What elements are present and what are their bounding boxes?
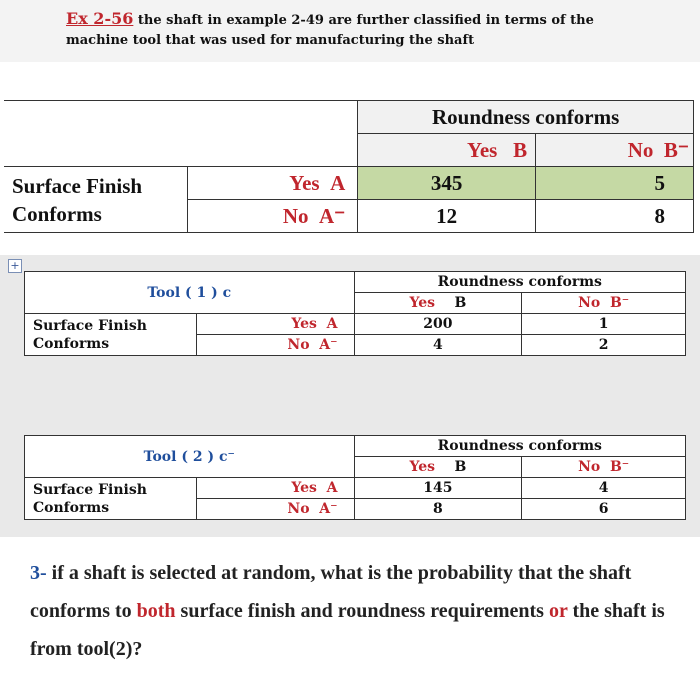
main-row-label: Surface Finish Conforms (4, 167, 188, 233)
main-col-yes: Yes B (358, 134, 536, 167)
main-cell-no-no: 8 (536, 200, 694, 233)
tool1-roundness-header: Roundness conforms (354, 272, 685, 293)
tool1-cell-yes-yes: 200 (354, 314, 522, 335)
tool2-label: Tool ( 2 ) c⁻ (25, 436, 355, 478)
tool2-row-yes: Yes A (196, 478, 354, 499)
tool2-cell-yes-yes: 145 (354, 478, 522, 499)
main-cell-yes-yes: 345 (358, 167, 536, 200)
tool2-roundness-header: Roundness conforms (354, 436, 685, 457)
tool1-row-yes: Yes A (196, 314, 354, 335)
main-roundness-header: Roundness conforms (358, 101, 694, 134)
tool1-cell-yes-no: 1 (522, 314, 686, 335)
question-both: both (136, 600, 176, 622)
tool2-row-label: Surface Finish Conforms (25, 478, 197, 520)
tool1-table (24, 271, 686, 356)
example-title-line1 (66, 9, 594, 28)
example-text-1: the shaft in example 2-49 are further classified in terms of the (137, 13, 594, 28)
plus-icon[interactable]: + (8, 259, 22, 273)
tool1-cell-no-yes: 4 (354, 335, 522, 356)
tool2-col-no: No B⁻ (522, 457, 686, 478)
tool1-label: Tool ( 1 ) c (25, 272, 355, 314)
main-row-yes: Yes A (188, 167, 358, 200)
example-label: Ex 2-56 (66, 9, 134, 28)
question-part1: if a shaft is selected at random, what is the probability that the shaft conforms to (30, 562, 632, 622)
main-cell-no-yes: 12 (358, 200, 536, 233)
question-part2: surface finish and roundness requirements (180, 600, 544, 622)
main-col-no: No B⁻ (536, 134, 694, 167)
tool2-table (24, 435, 686, 520)
question-text (30, 554, 690, 668)
tool2-cell-yes-no: 4 (522, 478, 686, 499)
example-title-line2: machine tool that was used for manufacturing the shaft (66, 33, 475, 48)
main-row-no: No A⁻ (188, 200, 358, 233)
question-number: 3- (30, 562, 47, 584)
tool1-col-yes: Yes B (354, 293, 522, 314)
main-table (4, 100, 694, 233)
main-corner (4, 101, 358, 167)
tool1-col-no: No B⁻ (522, 293, 686, 314)
main-cell-yes-no: 5 (536, 167, 694, 200)
tool2-row-no: No A⁻ (196, 499, 354, 520)
question-part3: the shaft is from tool(2)? (30, 600, 665, 660)
tool1-row-no: No A⁻ (196, 335, 354, 356)
question-or: or (548, 600, 568, 622)
tool2-col-yes: Yes B (354, 457, 522, 478)
tool2-cell-no-no: 6 (522, 499, 686, 520)
tool1-cell-no-no: 2 (522, 335, 686, 356)
tool2-cell-no-yes: 8 (354, 499, 522, 520)
tool1-row-label: Surface Finish Conforms (25, 314, 197, 356)
